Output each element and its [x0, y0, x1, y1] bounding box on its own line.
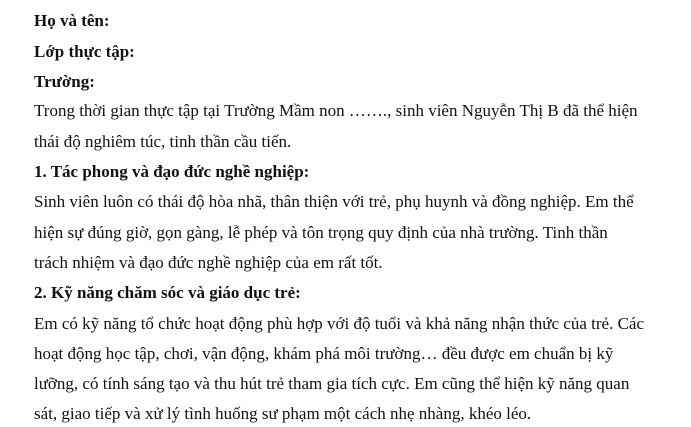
intro-line: Trong thời gian thực tập tại Trường Mầm non ……., sinh viên Nguyễn Thị B đã thể hiện: [34, 101, 638, 120]
section-line: hoạt động học tập, chơi, vận động, khám phá môi trường… đều được em chuẩn bị kỹ: [34, 344, 614, 363]
class-field-label: Lớp thực tập:: [34, 42, 135, 61]
section-line: trách nhiệm và đạo đức nghề nghiệp của em rất tốt.: [34, 253, 383, 272]
section-line: lưỡng, có tính sáng tạo và thu hút trẻ tham gia tích cực. Em cũng thể hiện kỹ năng quan: [34, 374, 630, 393]
name-field-label: Họ và tên:: [34, 11, 110, 30]
section-line: hiện sự đúng giờ, gọn gàng, lễ phép và tôn trọng quy định của nhà trường. Tinh thần: [34, 223, 608, 242]
intro-line: thái độ nghiêm túc, tinh thần cầu tiến.: [34, 132, 292, 151]
school-field-label: Trường:: [34, 72, 95, 91]
section-line: Em có kỹ năng tổ chức hoạt động phù hợp với độ tuổi và khả năng nhận thức của trẻ. Các: [34, 314, 645, 333]
section-line: sát, giao tiếp và xử lý tình huống sư phạm một cách nhẹ nhàng, khéo léo.: [34, 404, 532, 423]
section-line: Sinh viên luôn có thái độ hòa nhã, thân thiện với trẻ, phụ huynh và đồng nghiệp. Em thể: [34, 192, 634, 211]
section-heading-conduct: 1. Tác phong và đạo đức nghề nghiệp:: [34, 162, 310, 181]
section-heading-skills: 2. Kỹ năng chăm sóc và giáo dục trẻ:: [34, 283, 301, 302]
